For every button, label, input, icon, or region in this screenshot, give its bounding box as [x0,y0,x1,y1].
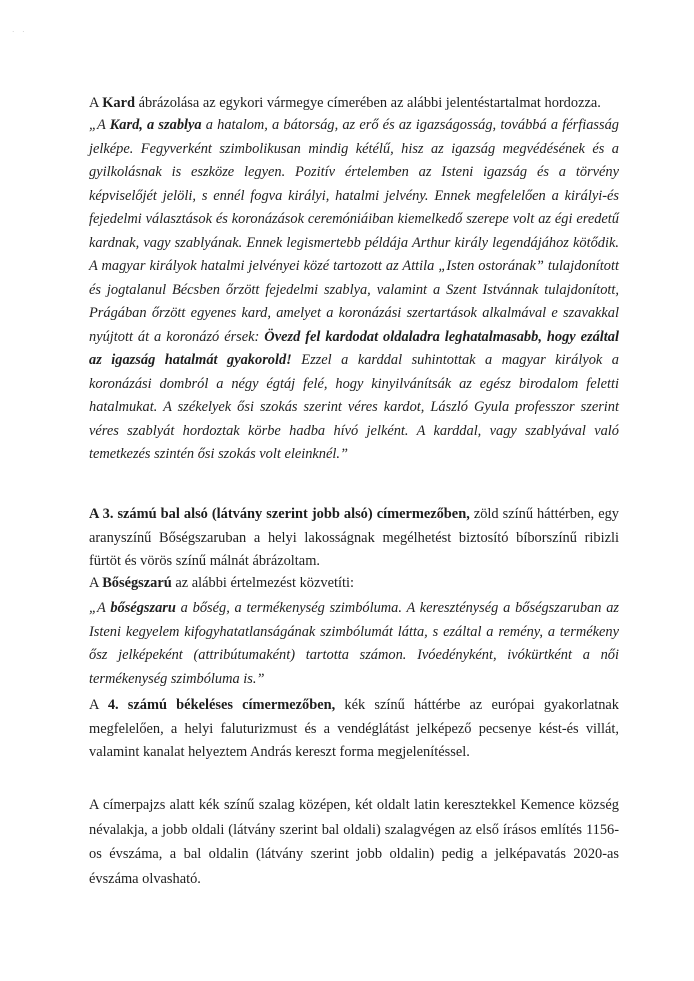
field-3-paragraph: A 3. számú bal alsó (látvány szerint jobb alsó) címermezőben, zöld színű háttérben, egy aranyszínű Bőségszaruban a helyi lakosságnak megélhetést biztosító bíborszínű ribizli fürtöt és vörös színű málnát ábrázoltam. [89,506,619,569]
kard-quote-paragraph: „A Kard, a szablya a hatalom, a bátorság, az erő és az igazságosság, továbbá a férfiasság jelképe. Fegyverként szimbolikusan mindig kétélű, hisz az igazság megvédésének és a gyilkolásnak is eszköze legyen. Pozitív értelemben az Isteni igazság és a törvény képviselőjét jelöli, s ennél fogva királyi, hatalmi jelvény. Ennek megfelelően a királyi-és fejedelmi választások és koronázások ceremóniáiban kiemelkedő szerepe volt az égi eredetű kardnak, vagy szablyának. Ennek legismertebb példája Arthur király legendájához kötődik. A magyar királyok hatalmi jelvényei közé tartozott az Attila „Isten ostorának” tulajdonított és jogtalanul Bécsben őrzött fejedelmi szablya, valamint a Szent Istvánnak tulajdonított, Prágában őrzött egyenes kard, amelyet a koronázási szertartások alkalmával e szavakkal nyújtott át a koronázó érsek: Övezd fel kardodat oldaladra leghatalmasabb, hogy ezáltal az igazság hatalmát gyakorold! Ezzel a karddal suhintottak a magyar királyok a koronázási dombról a négy égtáj felé, hogy kinyilvánítsák az egész birodalom feletti hatalmukat. A székelyek ősi szokás szerint véres kardot, László Gyula professzor szerint véres szablyát hordoztak körbe hadba hívó jelként. A karddal, vagy szablyával való temetkezés szintén ősi szokás volt eleinknél.” [89,117,619,462]
margin-marks: · · [12,28,28,36]
bosegszaru-intro-paragraph: A Bőségszarú az alábbi értelmezést közvetíti: [89,575,354,591]
ribbon-paragraph: A címerpajzs alatt kék színű szalag középen, két oldalt latin keresztekkel Kemence község névalakja, a jobb oldali (látvány szerint bal oldali) szalagvégen az első írásos említés 1156-os évszáma, a bal oldalin (látvány szerint jobb oldalin) pedig a jelképavatás 2020-as évszáma olvasható. [89,797,619,887]
bosegszaru-quote-paragraph: „A bőségszaru a bőség, a termékenység szimbóluma. A kereszténység a bőségszaruban az Isteni kegyelem kifogyhatatlanságának szimbólumát látta, s ezáltal a remény, a termékeny ősz jelképeként (attribútumaként) tartotta számon. Ivóedényként, ivókürtként a női termékenység szimbóluma is.” [89,600,619,687]
kard-intro-paragraph: A Kard ábrázolása az egykori vármegye címerében az alábbi jelentéstartalmat hordozza. [89,95,601,111]
field-4-paragraph: A 4. számú békeléses címermezőben, kék színű háttérbe az európai gyakorlatnak megfelelően, a helyi faluturizmust és a vendéglátást jelképező pecsenye kést-és villát, valamint kanalat helyeztem András kereszt forma megjelenítéssel. [89,697,619,760]
